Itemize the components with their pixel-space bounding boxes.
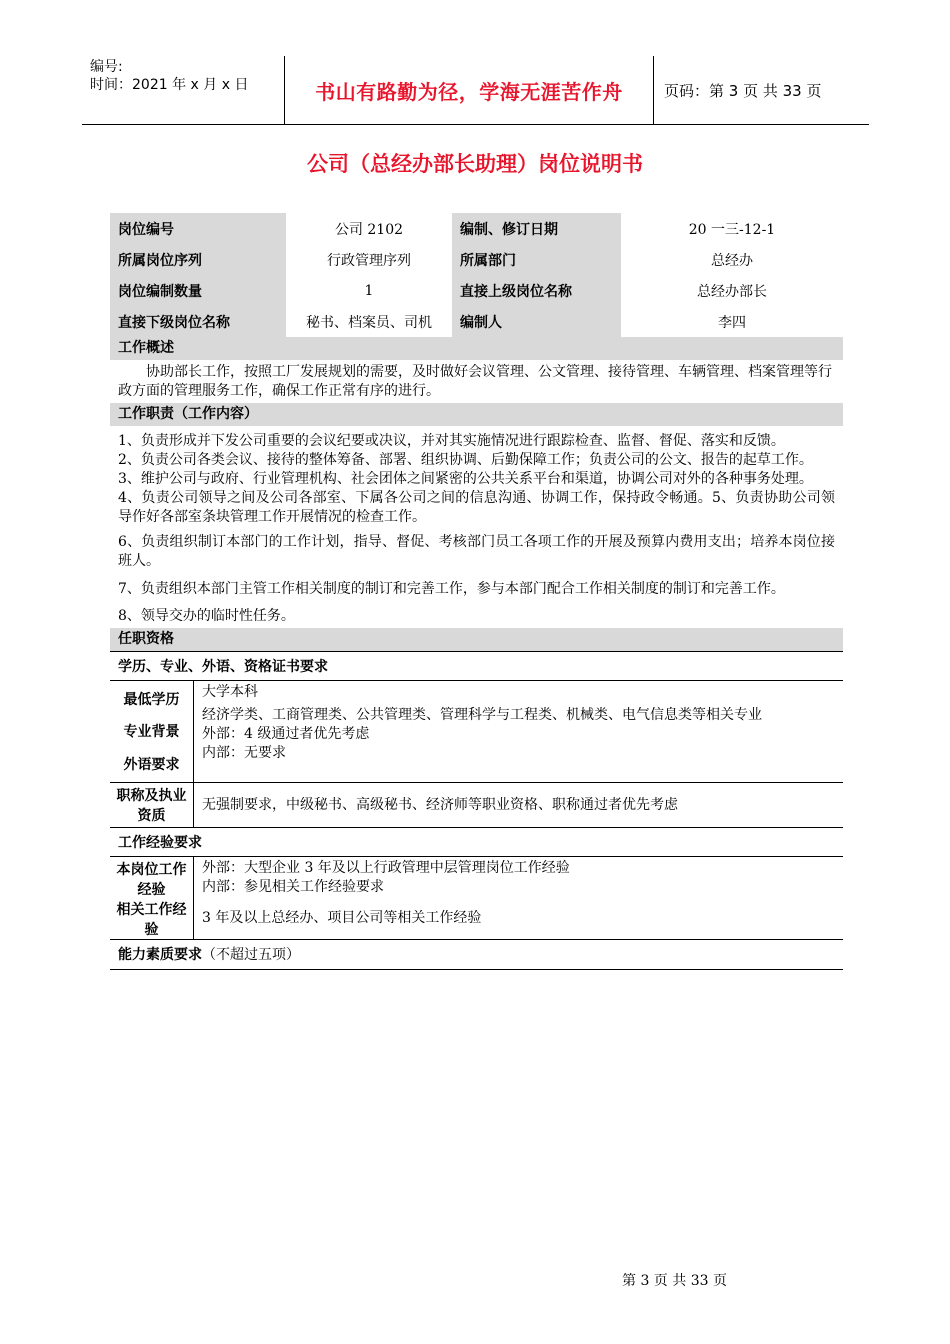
education-values [194,681,843,782]
job-description [110,213,843,970]
list-item: 8、领导交办的临时性任务。 [118,608,295,624]
code-label: 编号: [90,59,123,75]
exp-pos-int: 内部：参见相关工作经验要求 [202,879,384,895]
info-label: 编制人 [452,306,621,337]
duties-heading: 工作职责（工作内容） [110,403,843,426]
info-value: 总经办 [711,252,753,269]
min-edu-value: 大学本科 [202,684,258,700]
ability-heading-row [110,940,843,970]
table-row [110,213,843,244]
experience-labels [110,857,194,939]
info-label: 所属岗位序列 [110,244,286,275]
qualifications-heading: 任职资格 [110,628,843,652]
experience-heading: 工作经验要求 [110,828,843,857]
time-label: 时间：2021 年 x 月 x 日 [90,77,249,93]
lang-label: 外语要求 [123,756,180,773]
info-value: 20 一三-12-1 [688,221,776,238]
table-row [110,275,843,306]
header-divider [653,56,654,124]
cert-value: 无强制要求，中级秘书、高级秘书、经济师等职业资格、职称通过者优先考虑 [202,796,678,813]
ability-note: （不超过五项） [202,947,300,963]
exp-pos-ext: 外部：大型企业 3 年及以上行政管理中层管理岗位工作经验 [202,860,570,876]
exp-rel-value: 3 年及以上总经办、项目公司等相关工作经验 [202,910,482,926]
major-label: 专业背景 [123,724,180,741]
education-block [110,681,843,783]
ability-heading: 能力素质要求 [118,947,202,963]
info-value: 公司 2102 [334,221,404,238]
page-header [82,56,869,124]
info-label: 编制、修订日期 [452,213,621,244]
major-value: 经济学类、工商管理类、公共管理类、管理科学与工程类、机械类、电气信息类等相关专业 [202,707,762,723]
list-item: 7、负责组织本部门主管工作相关制度的制订和完善工作，参与本部门配合工作相关制度的制订和完善工作。 [118,581,785,597]
list-item: 2、负责公司各类会议、接待的整体筹备、部署、组织协调、后勤保障工作；负责公司的公文、报告的起草工作。 [118,452,813,468]
info-label: 岗位编号 [110,213,286,244]
info-value: 总经办部长 [697,283,767,300]
table-row [110,306,843,337]
page-footer: 第 3 页 共 33 页 [622,1273,727,1289]
cert-block [110,783,843,828]
experience-values [194,857,843,939]
header-rule [82,124,869,125]
header-meta [90,58,248,94]
lang-int-value: 内部：无要求 [202,745,286,761]
info-value: 1 [364,282,374,299]
info-value: 秘书、档案员、司机 [306,314,432,331]
lang-ext-value: 外部：4 级通过者优先考虑 [202,726,370,742]
info-value: 行政管理序列 [327,252,411,269]
list-item: 3、维护公司与政府、行业管理机构、社会团体之间紧密的公共关系平台和渠道，协调公司对外的各种事务处理。 [118,471,813,487]
min-edu-label: 最低学历 [123,692,180,709]
motto: 书山有路勤为径，学海无涯苦作舟 [315,80,623,104]
list-item: 6、负责组织制订本部门的工作计划，指导、督促、考核部门员工各项工作的开展及预算内费用支出；培养本岗位接班人。 [118,534,835,569]
info-label: 直接上级岗位名称 [452,275,621,306]
list-item: 4、负责公司领导之间及公司各部室、下属各公司之间的信息沟通、协调工作，保持政令畅通。5、负责协助公司领导作好各部室条块管理工作开展情况的检查工作。 [118,490,835,525]
experience-block [110,857,843,940]
cert-label: 职称及执业资质 [110,783,194,827]
info-table [110,213,843,337]
info-label: 所属部门 [452,244,621,275]
document-title: 公司（总经办部长助理）岗位说明书 [307,152,643,176]
overview-text: 协助部长工作，按照工厂发展规划的需要，及时做好会议管理、公文管理、接待管理、车辆管理、档案管理等行政方面的管理服务工作，确保工作正常有序的进行。 [118,364,832,399]
duties-list [110,426,843,626]
education-heading: 学历、专业、外语、资格证书要求 [110,652,843,681]
overview-heading: 工作概述 [110,337,843,360]
info-value: 李四 [718,314,746,331]
list-item: 1、负责形成并下发公司重要的会议纪要或决议，并对其实施情况进行跟踪检查、监督、督促、落实和反馈。 [118,433,785,449]
info-label: 直接下级岗位名称 [110,306,286,337]
page-code: 页码：第 3 页 共 33 页 [664,82,822,100]
education-labels [110,681,194,782]
exp-rel-label: 相关工作经验 [116,902,187,938]
table-row [110,244,843,275]
exp-pos-label: 本岗位工作经验 [116,862,187,898]
info-label: 岗位编制数量 [110,275,286,306]
